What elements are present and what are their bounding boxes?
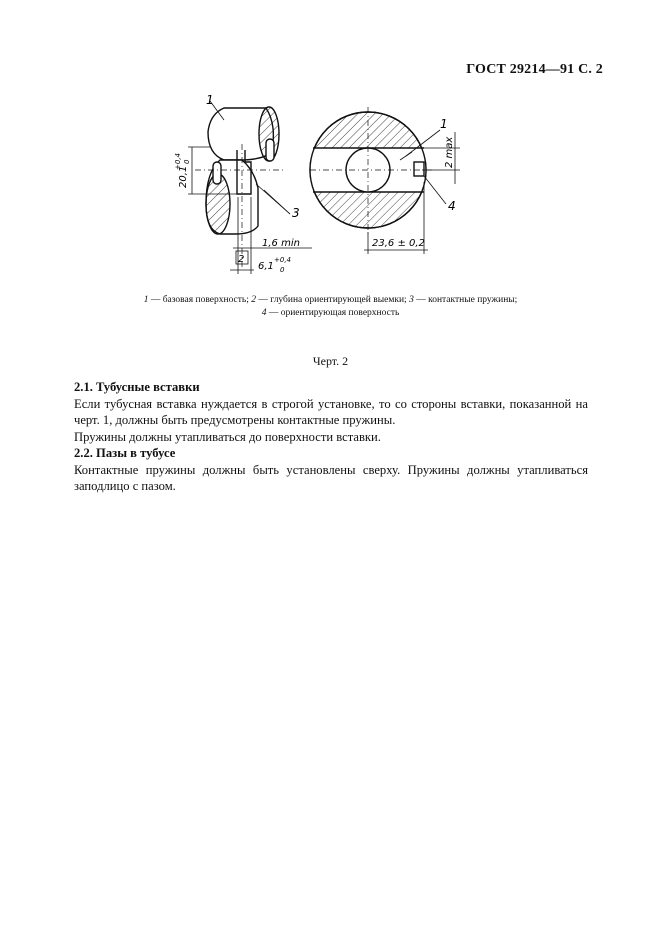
- legend-text-3: — контактные пружины;: [413, 295, 518, 305]
- paragraph: Контактные пружины должны быть установлены сверху. Пружины должны утапливаться заподлицо с пазом.: [74, 462, 588, 493]
- figure-legend: [0, 294, 661, 320]
- front-view: [310, 107, 432, 234]
- leader-label-3: 3: [292, 206, 300, 220]
- depth-label: 2: [238, 254, 245, 265]
- dim-height: 20,1: [178, 165, 189, 188]
- paragraph: Пружины должны утапливаться до поверхности вставки.: [74, 429, 381, 444]
- dim-max: 2 max: [444, 136, 455, 168]
- legend-text-2: — глубина ориентирующей выемки;: [256, 295, 410, 305]
- document-header: ГОСТ 29214—91 С. 2: [466, 62, 603, 77]
- paragraph: Если тубусная вставка нуждается в строгой установке, то со стороны вставки, показанной на черт. 1, должны быть предусмотрены контактные пружины.: [74, 396, 588, 427]
- leader-label-4: 4: [448, 199, 456, 213]
- dim-diameter-position: 23,6 ± 0,2: [372, 238, 425, 249]
- dim-width: 6,1: [258, 261, 274, 272]
- legend-num-4: 4: [261, 308, 267, 318]
- legend-text-4: — ориентирующая поверхность: [266, 308, 400, 318]
- legend-num-3: 3: [409, 295, 414, 305]
- leader-label-1-right: 1: [440, 117, 448, 131]
- dim-width-tol-upper: +0,4: [274, 256, 291, 264]
- technical-drawing: [150, 92, 480, 284]
- document-body: [74, 379, 588, 495]
- section-heading: 2.2. Пазы в тубусе: [74, 446, 176, 460]
- dim-height-tol-lower: 0: [183, 159, 191, 164]
- legend-num-2: 2: [251, 295, 257, 305]
- leader-label-1-left: 1: [206, 93, 214, 107]
- dim-min-gap: 1,6 min: [262, 238, 300, 249]
- figure-title: Черт. 2: [312, 354, 349, 368]
- legend-num-1: 1: [143, 295, 149, 305]
- legend-text-1: — базовая поверхность;: [148, 295, 252, 305]
- dim-height-tol-upper: +0,4: [174, 153, 182, 170]
- section-heading: 2.1. Тубусные вставки: [74, 380, 200, 394]
- dim-width-tol-lower: 0: [280, 266, 285, 274]
